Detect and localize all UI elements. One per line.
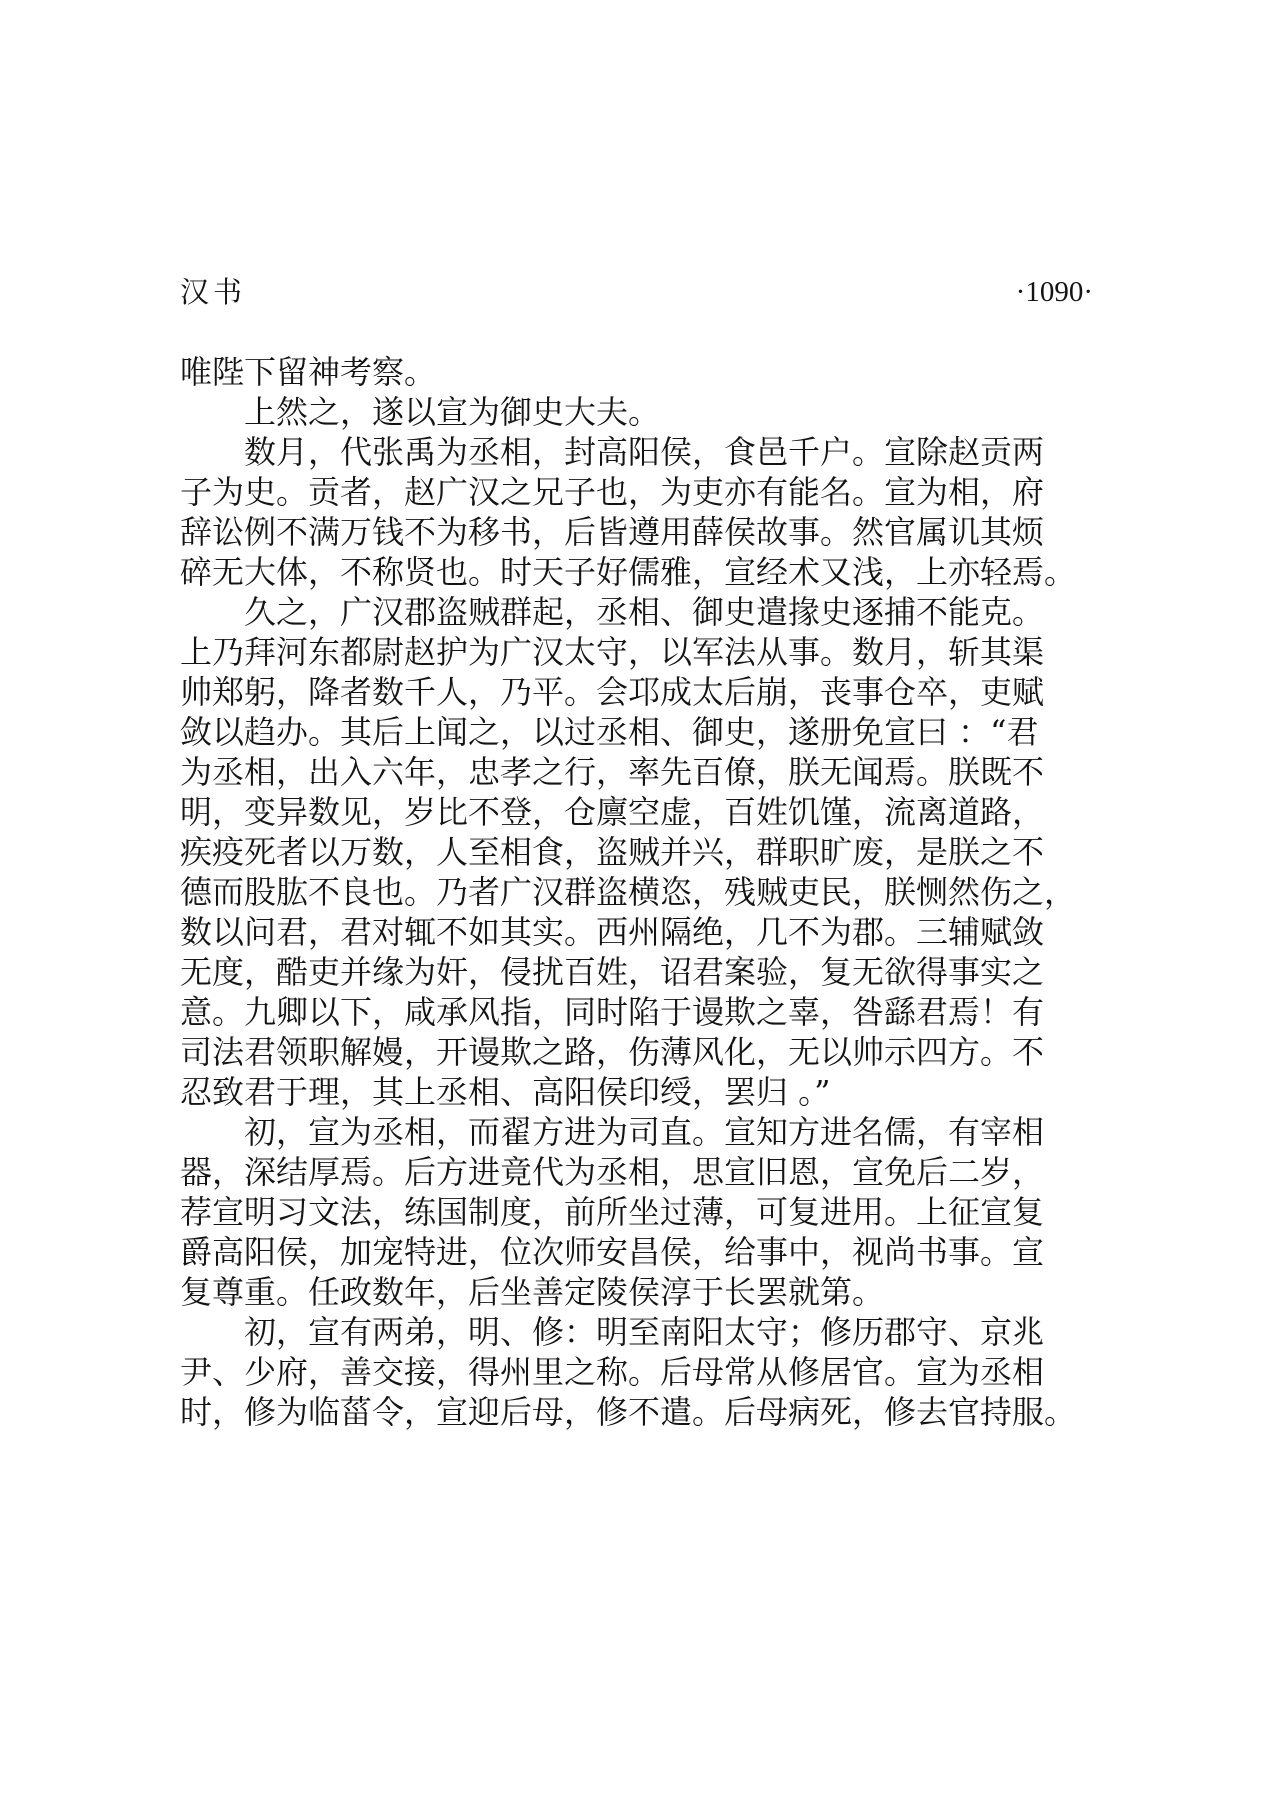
- text-line: 爵高阳侯，加宠特进，位次师安昌侯，给事中，视尚书事。宣: [180, 1233, 1045, 1271]
- text-line: 敛以趋办。其后上闻之，以过丞相、御史，遂册免宣曰 ：“君: [180, 713, 1039, 751]
- text-line: 碎无大体，不称贤也。时天子好儒雅，宣经术又浅，上亦轻焉。: [180, 553, 1077, 591]
- text-line: 司法君领职解嫚，开谩欺之路，伤薄风化，无以帅示四方。不: [180, 1033, 1045, 1071]
- text-line: 为丞相，出入六年，忠孝之行，率先百僚，朕无闻焉。朕既不: [180, 753, 1045, 791]
- text-line: 上乃拜河东都尉赵护为广汉太守，以军法从事。数月，斩其渠: [180, 633, 1045, 671]
- text-line: 上然之，遂以宣为御史大夫。: [244, 393, 661, 431]
- text-line: 数以问君，君对辄不如其实。西州隔绝，几不为郡。三辅赋敛: [180, 913, 1045, 951]
- text-line: 初，宣为丞相，而翟方进为司直。宣知方进名儒，有宰相: [244, 1113, 1045, 1151]
- text-line: 器，深结厚焉。后方进竟代为丞相，思宣旧恩，宣免后二岁，: [180, 1153, 1045, 1191]
- text-line: 荐宣明习文法，练国制度，前所坐过薄，可复进用。上征宣复: [180, 1193, 1045, 1231]
- text-line: 数月，代张禹为丞相，封高阳侯，食邑千户。宣除赵贡两: [244, 433, 1045, 471]
- text-line: 明，变异数见，岁比不登，仓廪空虚，百姓饥馑，流离道路，: [180, 793, 1045, 831]
- text-line: 时，修为临菑令，宣迎后母，修不遣。后母病死，修去官持服。: [180, 1393, 1077, 1431]
- text-line: 忍致君于理，其上丞相、高阳侯印绶，罢归 。”: [180, 1073, 831, 1111]
- page-header: [180, 270, 1093, 314]
- text-line: 意。九卿以下，咸承风指，同时陷于谩欺之辜，咎繇君焉！有: [180, 993, 1045, 1031]
- text-line: 子为史。贡者，赵广汉之兄子也，为吏亦有能名。宣为相，府: [180, 473, 1045, 511]
- text-line: 尹、少府，善交接，得州里之称。后母常从修居官。宣为丞相: [180, 1353, 1045, 1391]
- text-line: 无度，酷吏并缘为奸，侵扰百姓，诏君案验，复无欲得事实之: [180, 953, 1045, 991]
- text-line: 唯陛下留神考察。: [180, 353, 437, 391]
- page-number: ·1090·: [1015, 276, 1093, 308]
- text-line: 久之，广汉郡盗贼群起，丞相、御史遣掾史逐捕不能克。: [244, 593, 1045, 631]
- text-line: 帅郑躬，降者数千人，乃平。会邛成太后崩，丧事仓卒，吏赋: [180, 673, 1045, 711]
- text-line: 疾疫死者以万数，人至相食，盗贼并兴，群职旷废，是朕之不: [180, 833, 1045, 871]
- text-line: 德而股肱不良也。乃者广汉群盗横恣，残贼吏民，朕恻然伤之，: [180, 873, 1077, 911]
- text-line: 初，宣有两弟，明、修：明至南阳太守；修历郡守、京兆: [244, 1313, 1045, 1351]
- text-line: 辞讼例不满万钱不为移书，后皆遵用薛侯故事。然官属讥其烦: [180, 513, 1045, 551]
- text-line: 复尊重。任政数年，后坐善定陵侯淳于长罢就第。: [180, 1273, 885, 1311]
- running-title: 汉书: [180, 275, 247, 309]
- body-text: [180, 352, 1100, 1432]
